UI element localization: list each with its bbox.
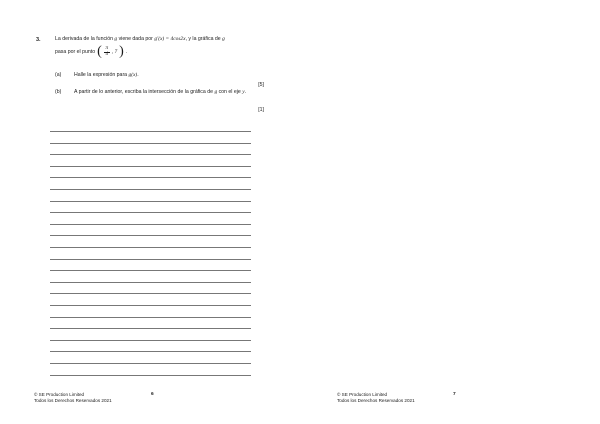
stem-g-symbol-2: g [222,36,225,42]
stem-g-symbol: g [114,36,118,42]
answer-line [50,224,251,225]
answer-line [50,235,251,236]
part-b-words-2: con el eje [217,89,243,95]
answer-line [50,212,251,213]
stem-text-1: La derivada de la función [55,36,115,42]
part-a-marks: [5] [258,82,264,88]
page-number-right: 7 [453,392,456,397]
answer-line [50,363,251,364]
answer-line [50,328,251,329]
part-a-math: g(x) [128,72,138,78]
question-stem [55,36,275,43]
stem-text-3: , y la gráfica de [185,36,223,42]
answer-line [50,293,251,294]
right-page [300,0,600,424]
footer-rights-right: Todos los Derechos Reservados 2021 [337,398,415,403]
answer-line [50,247,251,248]
footer-copyright-right: © SE Production Limited [337,392,388,397]
answer-line [50,189,251,190]
answer-line [50,282,251,283]
answer-line [50,259,251,260]
part-a-end: . [137,72,139,78]
part-a-text [74,72,269,79]
answer-line [50,166,251,167]
part-b-words: A partir de lo anterior, escriba la intersección de la gráfica de [74,89,215,95]
part-b-label: (b) [55,89,62,95]
page-number-left: 6 [151,392,154,397]
footer-right [337,392,415,404]
part-b-marks: [1] [258,107,264,113]
footer-copyright: © SE Production Limited [34,392,85,397]
stem-point-text: pasa por el punto [55,49,96,55]
stem-point-line: pasa por el punto ( $\frac{\pi}{4}$ , 7 ) . [55,44,128,59]
answer-line [50,177,251,178]
fraction-numerator: π [105,46,109,52]
part-a-label: (a) [55,72,62,78]
answer-line [50,305,251,306]
answer-line [50,340,251,341]
part-a-words: Halle la expresión para [74,72,129,78]
point-fraction [104,46,110,58]
part-b-y: y [242,89,245,95]
part-b-text [74,89,269,96]
question-number: 3. [36,37,41,43]
answer-line [50,270,251,271]
footer-left [34,392,112,404]
answer-line [50,375,251,376]
answer-line [50,351,251,352]
answer-line [50,317,251,318]
point-rest: , 7 [111,49,118,55]
stem-derivative: g′(x) = 4cos2x [154,36,186,42]
answer-line [50,143,251,144]
open-paren: ( [97,44,102,59]
answer-line [50,131,251,132]
stem-text-2: viene dada por [117,36,155,42]
footer-rights: Todos los Derechos Reservados 2021 [34,398,112,403]
close-paren: ) [119,44,124,59]
part-b-g: g [214,89,218,95]
fraction-denominator: 4 [105,52,109,58]
answer-line [50,154,251,155]
answer-line [50,201,251,202]
part-b-end: . [244,89,247,95]
